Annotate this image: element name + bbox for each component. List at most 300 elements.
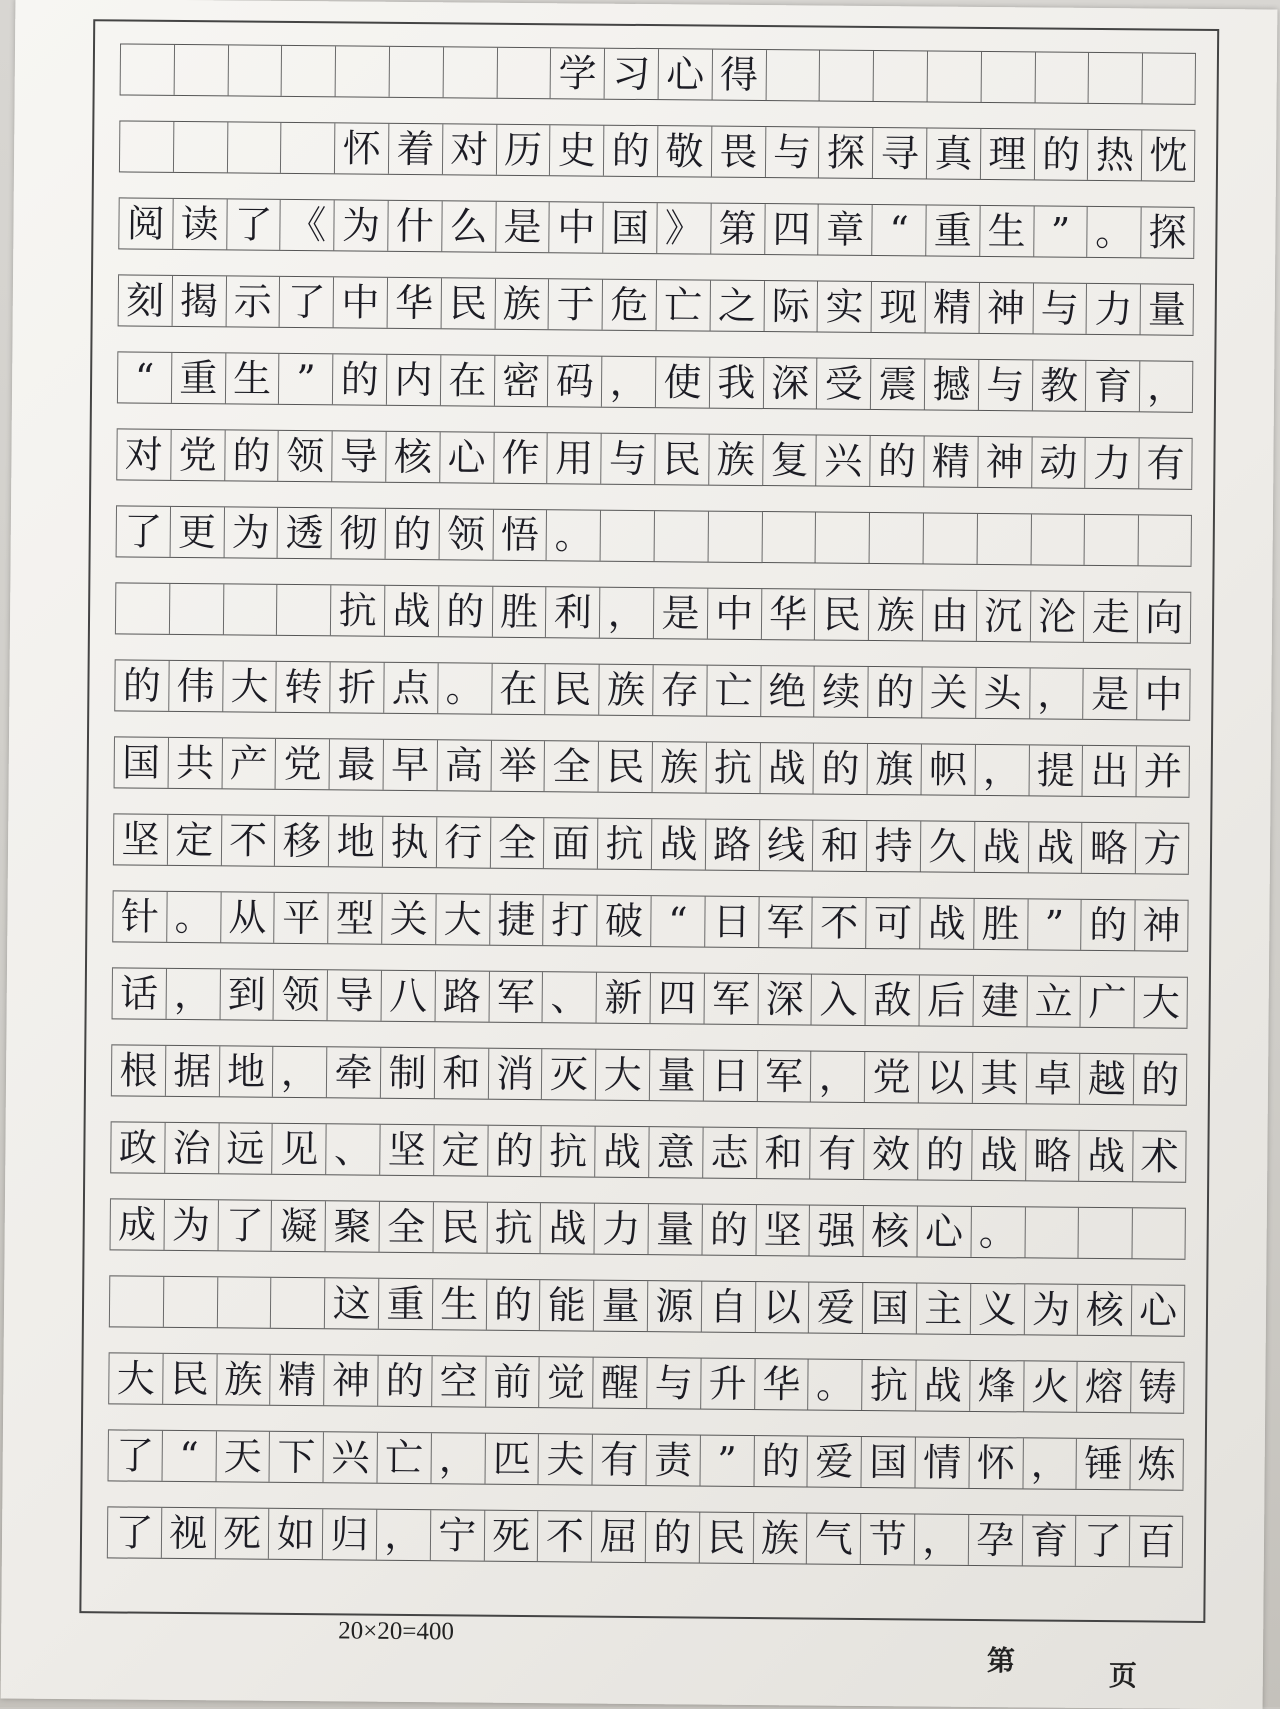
grid-cell: 重	[378, 1279, 432, 1329]
grid-cell: 空	[431, 1356, 485, 1406]
grid-cell: 民	[814, 590, 868, 640]
grid-cell: 和	[812, 821, 866, 871]
grid-cell: 升	[700, 1359, 754, 1409]
grid-cell	[169, 584, 223, 634]
grid-cell: 利	[545, 587, 599, 637]
grid-cell: 天	[215, 1431, 269, 1481]
grid-cell: 探	[818, 128, 872, 178]
grid-cell: 这	[324, 1278, 378, 1328]
grid-row	[115, 582, 1191, 643]
grid-cell: 新	[596, 973, 650, 1023]
grid-cell: 与	[646, 1358, 700, 1408]
grid-cell: 精	[923, 436, 977, 486]
grid-cell: 的	[485, 1280, 539, 1330]
grid-cell: 军	[758, 897, 812, 947]
grid-cell: 铸	[1130, 1362, 1184, 1412]
grid-row	[118, 197, 1194, 258]
grid-cell: 密	[494, 356, 548, 406]
grid-cell: 族	[868, 590, 922, 640]
grid-cell	[654, 511, 708, 561]
grid-cell: 着	[388, 124, 442, 174]
grid-cell: 战	[759, 743, 813, 793]
grid-cell: 悟	[492, 510, 546, 560]
grid-cell	[761, 512, 815, 562]
grid-cell: 战	[971, 1130, 1025, 1180]
grid-cell: 其	[972, 1053, 1026, 1103]
grid-cell: 走	[1083, 592, 1137, 642]
grid-cell: 战	[594, 1127, 648, 1177]
grid-cell: 久	[920, 821, 974, 871]
grid-cell: 神	[323, 1355, 377, 1405]
grid-cell: 大	[1134, 977, 1188, 1027]
grid-cell	[115, 583, 169, 633]
grid-cell: 是	[653, 588, 707, 638]
grid-cell	[270, 1278, 324, 1328]
grid-cell: 量	[1140, 284, 1194, 334]
grid-cell: 归	[322, 1509, 376, 1559]
grid-cell: 针	[112, 891, 166, 941]
grid-cell: 抗	[597, 819, 651, 869]
grid-cell	[819, 51, 873, 101]
grid-cell: 以	[918, 1052, 972, 1102]
grid-cell: 打	[543, 895, 597, 945]
grid-cell: 抗	[861, 1360, 915, 1410]
grid-cell: 了	[226, 199, 280, 249]
grid-cell: 路	[705, 820, 759, 870]
grid-cell: 不	[537, 1511, 591, 1561]
grid-cell: 我	[709, 358, 763, 408]
grid-cell: 在	[440, 355, 494, 405]
grid-cell: 战	[1027, 822, 1081, 872]
grid-cell: 意	[648, 1127, 702, 1177]
grid-cell: 自	[701, 1282, 755, 1332]
grid-cell: 族	[652, 742, 706, 792]
grid-cell: 神	[977, 437, 1031, 487]
grid-cell: 战	[384, 586, 438, 636]
grid-cell: 与	[765, 127, 819, 177]
grid-cell: 华	[754, 1359, 808, 1409]
grid-cell: 兴	[323, 1432, 377, 1482]
grid-cell	[1078, 1208, 1132, 1258]
grid-cell: 。	[1087, 207, 1141, 257]
grid-cell: 华	[760, 589, 814, 639]
grid-cell: 精	[925, 282, 979, 332]
grid-cell: 气	[806, 1513, 860, 1563]
grid-row	[113, 813, 1189, 874]
grid-cell: 根	[111, 1045, 165, 1095]
grid-cell: 全	[379, 1202, 433, 1252]
grid-cell: 用	[547, 433, 601, 483]
grid-cell: 战	[915, 1360, 969, 1410]
grid-cell: 于	[548, 279, 602, 329]
grid-cell: 生	[225, 353, 279, 403]
grid-cell: 族	[752, 1513, 806, 1563]
grid-cell: 军	[488, 972, 542, 1022]
grid-cell	[923, 513, 977, 563]
grid-cell: 义	[970, 1284, 1024, 1334]
grid-cell: 学	[550, 48, 604, 98]
grid-cell: 育	[1021, 1515, 1075, 1565]
grid-cell: 话	[112, 968, 166, 1018]
grid-cell: 略	[1081, 823, 1135, 873]
grid-cell: 彻	[331, 508, 385, 558]
grid-cell: 理	[980, 129, 1034, 179]
grid-spec-label: 20×20=400	[338, 1617, 455, 1646]
grid-cell: 火	[1023, 1361, 1077, 1411]
grid-cell: “	[650, 896, 704, 946]
grid-cell: 抗	[330, 585, 384, 635]
grid-cell: 全	[489, 818, 543, 868]
grid-cell: 持	[866, 821, 920, 871]
grid-cell	[600, 511, 654, 561]
grid-cell: 政	[110, 1122, 164, 1172]
grid-cell: 族	[216, 1354, 270, 1404]
grid-cell: 是	[495, 202, 549, 252]
grid-cell: 国	[861, 1437, 915, 1487]
grid-cell: ”	[699, 1436, 753, 1486]
grid-cell: 了	[1075, 1516, 1129, 1566]
grid-cell: 国	[602, 203, 656, 253]
grid-cell: 民	[162, 1354, 216, 1404]
grid-cell: 生	[979, 206, 1033, 256]
grid-cell: 习	[604, 49, 658, 99]
grid-cell: 地	[218, 1046, 272, 1096]
grid-cell: 有	[592, 1435, 646, 1485]
grid-cell: 点	[383, 663, 437, 713]
grid-cell: 作	[493, 433, 547, 483]
grid-cell: 关	[921, 667, 975, 717]
grid-cell: 了	[107, 1507, 161, 1557]
grid-cell: 的	[377, 1356, 431, 1406]
grid-cell: 党	[275, 739, 329, 789]
grid-cell: ”	[278, 354, 332, 404]
grid-cell: 关	[381, 894, 435, 944]
grid-cell: 匹	[484, 1434, 538, 1484]
grid-cell: 的	[917, 1129, 971, 1179]
grid-cell: 烽	[969, 1361, 1023, 1411]
grid-cell	[281, 46, 335, 96]
grid-cell: 由	[922, 590, 976, 640]
grid-cell: 阅	[118, 198, 172, 248]
grid-cell	[227, 122, 281, 172]
grid-cell: 揭	[171, 276, 225, 326]
grid-cell: 导	[327, 970, 381, 1020]
grid-cell: 的	[867, 667, 921, 717]
grid-cell: 民	[699, 1513, 753, 1563]
grid-cell: 方	[1135, 823, 1189, 873]
grid-cell: 族	[708, 435, 762, 485]
grid-cell: 爱	[808, 1282, 862, 1332]
grid-cell: 觉	[539, 1357, 593, 1407]
grid-cell: 的	[869, 436, 923, 486]
grid-cell: 移	[274, 816, 328, 866]
grid-cell: 的	[438, 586, 492, 636]
grid-cell: 消	[487, 1049, 541, 1099]
grid-cell	[120, 44, 174, 94]
grid-cell: 牵	[326, 1047, 380, 1097]
grid-cell: 亡	[376, 1433, 430, 1483]
grid-cell: 军	[756, 1051, 810, 1101]
grid-cell: 沦	[1029, 591, 1083, 641]
grid-cell: 热	[1087, 130, 1141, 180]
grid-cell: 成	[110, 1199, 164, 1249]
grid-cell	[1138, 515, 1192, 565]
grid-cell: 际	[763, 281, 817, 331]
grid-cell: 是	[1083, 669, 1137, 719]
grid-cell: 锤	[1076, 1439, 1130, 1489]
grid-row	[110, 1198, 1186, 1259]
grid-cell: 了	[116, 506, 170, 556]
grid-cell: 民	[545, 664, 599, 714]
grid-cell: 主	[916, 1283, 970, 1333]
grid-cell: 心	[439, 432, 493, 482]
grid-cell: 的	[385, 509, 439, 559]
grid-cell	[109, 1276, 163, 1326]
grid-cell	[227, 45, 281, 95]
grid-cell: 量	[647, 1204, 701, 1254]
grid-cell: 中	[549, 202, 603, 252]
grid-cell: ，	[810, 1052, 864, 1102]
grid-cell: 卓	[1025, 1053, 1079, 1103]
grid-cell: 神	[1134, 900, 1188, 950]
grid-cell: 真	[926, 128, 980, 178]
grid-cell: 灭	[541, 1049, 595, 1099]
grid-cell	[927, 51, 981, 101]
grid-cell: 高	[436, 740, 490, 790]
grid-cell: 。	[166, 892, 220, 942]
grid-cell	[163, 1277, 217, 1327]
grid-cell: 亡	[706, 666, 760, 716]
grid-row	[120, 43, 1196, 104]
grid-cell: 民	[432, 1202, 486, 1252]
grid-cell: 大	[108, 1353, 162, 1403]
grid-cell: 复	[762, 435, 816, 485]
grid-cell: 源	[647, 1281, 701, 1331]
grid-cell: 绝	[760, 666, 814, 716]
writing-grid	[107, 43, 1196, 1592]
grid-cell: 旗	[867, 744, 921, 794]
grid-cell: 线	[758, 820, 812, 870]
grid-cell	[1084, 515, 1138, 565]
grid-cell: ”	[1033, 206, 1087, 256]
grid-cell	[815, 513, 869, 563]
grid-cell: 早	[383, 740, 437, 790]
grid-cell: 转	[276, 662, 330, 712]
grid-cell	[335, 46, 389, 96]
grid-cell: 大	[435, 894, 489, 944]
grid-cell: 教	[1031, 360, 1085, 410]
grid-cell: 效	[863, 1129, 917, 1179]
grid-cell: 史	[549, 125, 603, 175]
grid-cell: 领	[278, 431, 332, 481]
grid-row	[108, 1352, 1184, 1413]
grid-cell	[707, 512, 761, 562]
grid-cell: ，	[376, 1510, 430, 1560]
grid-cell: 坚	[755, 1205, 809, 1255]
grid-cell: 伟	[168, 661, 222, 711]
grid-cell	[1088, 53, 1142, 103]
grid-cell: 在	[491, 664, 545, 714]
grid-row	[114, 659, 1190, 720]
grid-cell: 精	[270, 1355, 324, 1405]
grid-cell: 据	[165, 1046, 219, 1096]
grid-cell: 怀	[968, 1438, 1022, 1488]
grid-cell: ，	[601, 357, 655, 407]
grid-cell: 什	[387, 201, 441, 251]
grid-cell: 百	[1129, 1516, 1183, 1566]
grid-cell	[976, 514, 1030, 564]
grid-cell: 建	[972, 976, 1026, 1026]
grid-cell: 民	[440, 278, 494, 328]
grid-cell: 存	[652, 665, 706, 715]
grid-cell: 的	[114, 660, 168, 710]
grid-cell: 。	[808, 1359, 862, 1409]
grid-cell: 华	[387, 278, 441, 328]
grid-cell: 路	[434, 971, 488, 1021]
grid-cell: 平	[274, 893, 328, 943]
grid-cell: 远	[218, 1123, 272, 1173]
grid-cell: 的	[1133, 1054, 1187, 1104]
grid-cell: 志	[702, 1128, 756, 1178]
grid-cell: 领	[438, 509, 492, 559]
grid-cell: 为	[333, 200, 387, 250]
grid-cell: 量	[649, 1050, 703, 1100]
grid-cell: 的	[753, 1436, 807, 1486]
grid-cell: ，	[430, 1433, 484, 1483]
grid-cell: 抗	[541, 1126, 595, 1176]
grid-cell: 、	[542, 972, 596, 1022]
grid-cell: 定	[167, 815, 221, 865]
grid-cell: 产	[221, 738, 275, 788]
grid-cell: 从	[220, 892, 274, 942]
grid-cell: 族	[598, 665, 652, 715]
grid-cell: 续	[814, 667, 868, 717]
grid-cell: 提	[1028, 745, 1082, 795]
grid-cell: 》	[656, 203, 710, 253]
grid-cell: 对	[116, 429, 170, 479]
grid-cell: ，	[1029, 668, 1083, 718]
grid-cell: 最	[329, 739, 383, 789]
grid-cell	[1034, 52, 1088, 102]
grid-cell: 心	[1131, 1285, 1185, 1335]
grid-cell	[1024, 1207, 1078, 1257]
grid-cell: 到	[219, 969, 273, 1019]
grid-cell	[1142, 53, 1196, 103]
grid-cell: 中	[1136, 669, 1190, 719]
grid-cell: 了	[108, 1430, 162, 1480]
grid-cell: 后	[918, 975, 972, 1025]
grid-cell: 读	[172, 199, 226, 249]
grid-cell: 使	[655, 357, 709, 407]
grid-cell: 日	[703, 1051, 757, 1101]
grid-cell: 凝	[271, 1201, 325, 1251]
grid-cell: 死	[214, 1508, 268, 1558]
grid-cell: 下	[269, 1432, 323, 1482]
grid-cell: 的	[603, 126, 657, 176]
grid-row	[116, 505, 1192, 566]
grid-cell: 的	[332, 354, 386, 404]
grid-cell: “	[161, 1431, 215, 1481]
grid-row	[118, 274, 1194, 335]
grid-cell	[1132, 1208, 1186, 1258]
grid-cell: 战	[540, 1203, 594, 1253]
grid-cell: 行	[436, 817, 490, 867]
grid-cell: 核	[1077, 1285, 1131, 1335]
grid-cell: 越	[1079, 1054, 1133, 1104]
grid-row	[111, 1044, 1187, 1105]
grid-cell: 坚	[379, 1125, 433, 1175]
grid-cell: 坚	[113, 814, 167, 864]
grid-cell: 核	[863, 1206, 917, 1256]
grid-cell: 心	[916, 1206, 970, 1256]
grid-cell: 的	[224, 430, 278, 480]
grid-cell: 折	[329, 662, 383, 712]
grid-cell: 抗	[705, 743, 759, 793]
grid-cell: 屈	[591, 1512, 645, 1562]
grid-cell: 的	[1033, 129, 1087, 179]
grid-cell: 撼	[924, 359, 978, 409]
grid-cell: 立	[1026, 976, 1080, 1026]
grid-cell: 导	[331, 431, 385, 481]
grid-cell: 忱	[1141, 130, 1195, 180]
grid-cell: 。	[437, 663, 491, 713]
grid-cell: 深	[762, 358, 816, 408]
grid-cell: 执	[382, 817, 436, 867]
grid-cell: ，	[974, 745, 1028, 795]
grid-cell	[222, 584, 276, 634]
grid-cell: 兴	[816, 436, 870, 486]
grid-cell	[119, 121, 173, 171]
grid-cell: 领	[273, 970, 327, 1020]
grid-cell	[765, 50, 819, 100]
grid-cell: 更	[169, 507, 223, 557]
grid-cell: 面	[543, 818, 597, 868]
grid-cell: 怀	[334, 123, 388, 173]
grid-cell: 族	[494, 279, 548, 329]
grid-cell: 有	[810, 1129, 864, 1179]
grid-row	[114, 736, 1190, 797]
grid-cell	[873, 51, 927, 101]
grid-cell: 敌	[865, 975, 919, 1025]
grid-cell: 得	[711, 50, 765, 100]
grid-cell: 不	[220, 815, 274, 865]
grid-cell: 地	[328, 816, 382, 866]
grid-cell: 强	[809, 1205, 863, 1255]
grid-cell: 之	[709, 281, 763, 331]
grid-cell: 不	[812, 898, 866, 948]
grid-cell: 力	[594, 1204, 648, 1254]
grid-cell: 宁	[430, 1510, 484, 1560]
grid-cell: 爱	[807, 1436, 861, 1486]
grid-cell	[276, 585, 330, 635]
grid-cell: 四	[764, 204, 818, 254]
grid-cell: 和	[756, 1128, 810, 1178]
grid-cell: 与	[978, 360, 1032, 410]
grid-cell: 型	[327, 893, 381, 943]
grid-cell: 探	[1140, 207, 1194, 257]
grid-cell: 畏	[711, 127, 765, 177]
grid-cell: 视	[161, 1508, 215, 1558]
grid-cell: 量	[593, 1281, 647, 1331]
grid-cell	[173, 122, 227, 172]
grid-cell: ，	[1139, 361, 1193, 411]
grid-cell: 以	[754, 1282, 808, 1332]
grid-cell: 。	[970, 1207, 1024, 1257]
grid-row	[112, 890, 1188, 951]
grid-cell: 中	[707, 589, 761, 639]
grid-cell: 破	[596, 896, 650, 946]
grid-cell: 抗	[486, 1203, 540, 1253]
